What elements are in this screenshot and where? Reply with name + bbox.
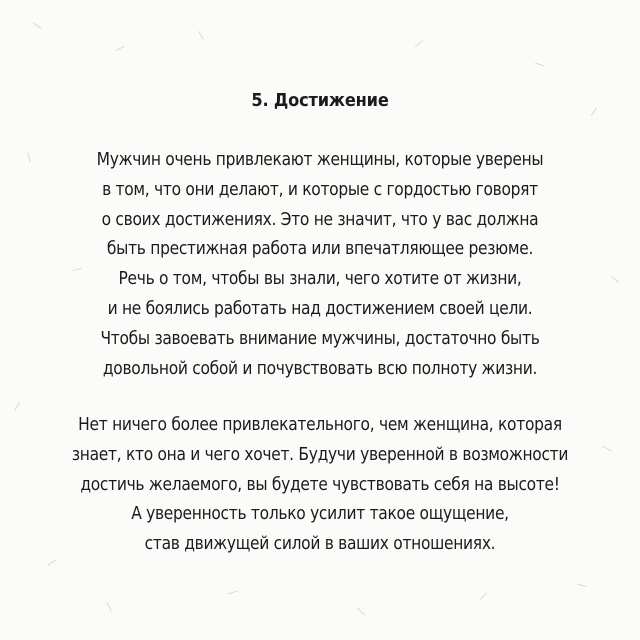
paragraph-2-line-1: Нет ничего более привлекательного, чем женщина, которая: [78, 414, 562, 435]
paragraph-1-line-5: Речь о том, чтобы вы знали, чего хотите от жизни,: [118, 268, 522, 290]
paragraph-2: [0, 410, 640, 559]
paragraph-2-line-2: знает, кто она и чего хочет. Будучи уверенной в возможности: [71, 443, 569, 465]
paragraph-2-line-4: А уверенность только усилит такое ощущение,: [131, 503, 509, 525]
paragraph-1-line-8: довольной собой и почувствовать всю полноту жизни.: [102, 357, 538, 379]
paragraph-1-line-2: в том, что они делают, и которые с гордостью говорят: [102, 178, 538, 200]
paragraph-2-line-3: достичь желаемого, вы будете чувствовать себя на высоте!: [80, 473, 560, 495]
paragraph-1-line-7: Чтобы завоевать внимание мужчины, достаточно быть: [100, 327, 540, 349]
paragraph-2-line-5: став движущей силой в ваших отношениях.: [144, 533, 496, 555]
section-heading: 5. Достижение: [251, 90, 389, 112]
paragraph-1: [0, 145, 640, 383]
paragraph-1-line-3: о своих достижениях. Это не значит, что у вас должна: [101, 208, 539, 230]
paragraph-1-line-4: быть престижная работа или впечатляющее резюме.: [106, 238, 534, 260]
paragraph-1-line-1: Мужчин очень привлекают женщины, которые уверены: [96, 149, 544, 170]
paragraph-1-line-6: и не боялись работать над достижением своей цели.: [107, 297, 533, 319]
